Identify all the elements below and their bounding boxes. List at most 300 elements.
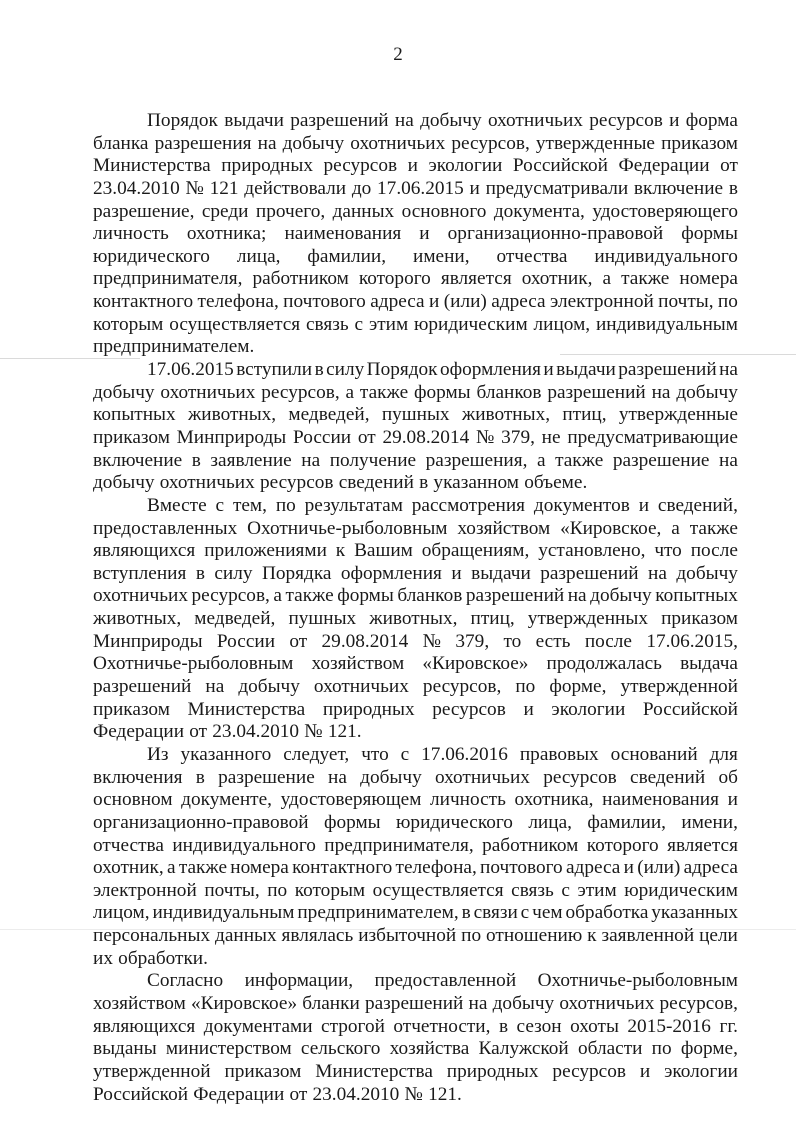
letter-body: [93, 110, 738, 1106]
word: этим: [577, 879, 617, 901]
word: медведей,: [288, 404, 370, 426]
word: отношению: [486, 925, 583, 947]
word: добычу: [93, 472, 155, 494]
word: предпринимателем.: [93, 336, 255, 358]
text-line: [93, 495, 738, 518]
text-line: [93, 1038, 738, 1061]
word: наименования: [602, 789, 719, 811]
word: №: [422, 630, 442, 652]
word: ресурсов: [259, 472, 334, 494]
word: 23.04.2010: [312, 1083, 400, 1105]
word: России: [216, 630, 276, 652]
word: Российской: [93, 1083, 189, 1105]
text-line: [93, 291, 738, 314]
word: обработка: [565, 902, 649, 924]
word: почты,: [658, 291, 714, 313]
word: работником: [482, 834, 579, 856]
word: указанных: [651, 902, 738, 924]
word: Порядка: [261, 562, 332, 584]
word: оформления: [439, 359, 541, 381]
word: также: [621, 268, 670, 290]
text-line: [93, 223, 738, 246]
text-line: [93, 608, 738, 631]
text-line: [93, 268, 738, 291]
word: Охотничье-рыболовным: [93, 653, 294, 675]
word: Из: [147, 743, 169, 765]
word: приказом: [93, 698, 170, 720]
word: документа,: [493, 200, 585, 222]
word: добычу: [590, 585, 652, 607]
word: являющихся: [93, 540, 196, 562]
word: заявленной: [601, 925, 695, 947]
word: природных: [322, 698, 415, 720]
word: электронной: [93, 879, 197, 901]
word: Порядок: [147, 110, 218, 131]
word: организационно-правовой: [93, 811, 309, 833]
word: 379,: [501, 426, 535, 448]
word: добычу: [93, 381, 155, 403]
paragraph: [93, 110, 738, 359]
word: включения: [93, 766, 183, 788]
word: Минприроды: [176, 426, 287, 448]
word: для: [709, 743, 738, 765]
text-line: [93, 721, 738, 744]
word: 2015-2016: [627, 1015, 711, 1037]
word: которым: [93, 313, 164, 335]
word: охотничьих: [559, 992, 655, 1014]
word: №: [304, 721, 323, 743]
word: министерством: [165, 1038, 292, 1060]
word: бланки: [302, 992, 360, 1014]
word: являющихся: [93, 1015, 196, 1037]
word: (или): [637, 857, 681, 879]
text-line: [93, 631, 738, 654]
word: охотник,: [93, 857, 164, 879]
word: фамилии,: [587, 811, 666, 833]
text-line: [93, 450, 738, 473]
text-line: [93, 925, 738, 948]
word: бланков: [476, 381, 542, 403]
word: объеме.: [524, 472, 588, 494]
word: формы: [324, 811, 381, 833]
text-line: [93, 789, 738, 812]
word: осуществляется: [169, 313, 301, 335]
word: экологии: [551, 698, 626, 720]
word: в: [728, 177, 738, 199]
word: правовых: [519, 743, 599, 765]
word: от: [289, 630, 308, 652]
word: также: [285, 585, 334, 607]
text-line: [93, 812, 738, 835]
word: с: [561, 879, 570, 901]
word: есть: [535, 630, 571, 652]
text-line: [93, 699, 738, 722]
word: и: [523, 698, 534, 720]
word: птиц,: [470, 608, 515, 630]
word: к: [335, 540, 346, 562]
text-line: [93, 201, 738, 224]
text-line: [93, 880, 738, 903]
word: разрешений: [364, 992, 464, 1014]
word: «Кировское»: [190, 992, 298, 1014]
word: №: [185, 177, 204, 199]
word: а: [166, 857, 176, 879]
word: чем: [532, 902, 563, 924]
word: Российской: [642, 698, 738, 720]
word: которого: [358, 268, 431, 290]
word: Федерации: [93, 721, 185, 743]
word: после: [690, 540, 738, 562]
word: форме,: [549, 676, 607, 698]
word: является: [667, 834, 738, 856]
word: утвержденных: [527, 608, 648, 630]
word: индивидуальным: [595, 313, 738, 335]
word: и: [451, 562, 462, 584]
word: в: [461, 902, 471, 924]
word: является: [440, 268, 512, 290]
word: экологии: [664, 1060, 738, 1082]
word: охотника;: [186, 223, 267, 245]
word: Федерации: [618, 155, 710, 177]
text-line: [93, 110, 738, 133]
word: утвержденные: [535, 132, 655, 154]
text-line: [93, 404, 738, 427]
text-line: [93, 744, 738, 767]
word: данных: [215, 925, 277, 947]
word: 121.: [428, 1083, 462, 1105]
word: добычу: [238, 676, 300, 698]
word: 29.08.2014: [321, 630, 409, 652]
word: следует,: [283, 743, 350, 765]
word: с: [400, 743, 410, 765]
word: а: [602, 268, 612, 290]
word: информации,: [244, 970, 354, 992]
word: отчества: [93, 834, 164, 856]
word: добычу: [492, 992, 555, 1014]
word: медведей,: [194, 608, 276, 630]
text-line: [93, 155, 738, 178]
word: также: [689, 517, 738, 539]
word: утвержденной: [620, 676, 738, 698]
word: юридическим: [414, 313, 528, 335]
text-line: [93, 336, 738, 359]
word: «Кировское»: [422, 653, 529, 675]
word: природных: [446, 1060, 539, 1082]
word: на: [719, 359, 738, 381]
word: охотничьих: [160, 381, 256, 403]
word: 17.06.2015: [147, 359, 234, 381]
text-line: [93, 246, 738, 269]
word: от: [720, 155, 738, 177]
word: от: [357, 426, 376, 448]
word: 17.06.2015: [377, 177, 464, 199]
word: предусматривающие: [567, 426, 738, 448]
word: Минприроды: [93, 630, 203, 652]
word: получение: [329, 449, 417, 471]
word: связь: [511, 879, 554, 901]
text-line: [93, 970, 738, 993]
word: охоты: [570, 1015, 619, 1037]
word: и: [469, 177, 480, 199]
word: 17.06.2015,: [646, 630, 738, 652]
word: строгой: [321, 1015, 385, 1037]
word: охотничьих: [159, 472, 255, 494]
word: ресурсов,: [191, 585, 270, 607]
word: указанном: [433, 472, 519, 494]
word: Охотничье-рыболовным: [537, 970, 738, 992]
word: этим: [368, 313, 409, 335]
word: телефона,: [197, 291, 279, 313]
word: среди: [201, 200, 249, 222]
paragraph: [93, 495, 738, 744]
word: Федерации: [193, 1083, 285, 1105]
word: выдача: [680, 653, 738, 675]
word: 121: [209, 177, 239, 199]
word: ресурсов: [552, 1060, 626, 1082]
word: лицом,: [93, 902, 150, 924]
text-line: [93, 1061, 738, 1084]
word: формы: [414, 381, 471, 403]
word: также: [555, 449, 604, 471]
word: связи: [473, 902, 518, 924]
word: экологии: [428, 155, 503, 177]
word: также: [178, 857, 228, 879]
word: предпринимателя,: [324, 834, 474, 856]
word: добычу: [282, 132, 345, 154]
word: индивидуального: [172, 834, 316, 856]
word: их: [93, 947, 113, 969]
word: установлено,: [538, 540, 646, 562]
word: «Кировское,: [560, 517, 662, 539]
word: в: [314, 359, 324, 381]
word: охотник,: [521, 268, 593, 290]
text-line: [93, 653, 738, 676]
word: птиц,: [562, 404, 607, 426]
word: сведений: [338, 472, 414, 494]
word: а: [273, 585, 282, 607]
word: оснований: [610, 743, 698, 765]
text-line: [93, 178, 738, 201]
word: на: [301, 449, 321, 471]
word: документов: [533, 494, 630, 516]
word: предпринимателя,: [93, 268, 243, 290]
word: сведений: [630, 766, 706, 788]
word: гг.: [719, 1015, 738, 1037]
word: обращениям,: [421, 540, 530, 562]
word: Калужской: [478, 1038, 569, 1060]
word: ресурсов: [323, 155, 398, 177]
word: на: [719, 449, 738, 471]
word: удостоверяющего: [592, 200, 738, 222]
text-line: [93, 133, 738, 156]
text-line: [93, 902, 738, 925]
word: хозяйства: [389, 1038, 470, 1060]
word: Согласно: [147, 970, 224, 992]
text-line: [93, 563, 738, 586]
word: юридическим: [624, 879, 738, 901]
word: копытных: [93, 404, 176, 426]
text-line: [93, 835, 738, 858]
word: основного: [401, 200, 487, 222]
word: в: [419, 472, 429, 494]
word: Министерства: [315, 1060, 433, 1082]
word: разрешений: [547, 381, 646, 403]
word: не: [541, 426, 561, 448]
word: почтового: [283, 291, 366, 313]
text-line: [93, 1016, 738, 1039]
text-line: [93, 857, 738, 880]
word: №: [404, 1083, 423, 1105]
word: ресурсов,: [261, 381, 340, 403]
word: и: [727, 789, 738, 811]
text-line: [93, 585, 738, 608]
word: сельского: [300, 1038, 381, 1060]
word: к: [587, 925, 597, 947]
word: бланка: [93, 132, 149, 154]
word: адреса: [370, 291, 425, 313]
word: индивидуального: [594, 245, 738, 267]
word: 23.04.2010: [93, 177, 180, 199]
word: а: [671, 517, 680, 539]
word: документе,: [181, 789, 272, 811]
word: (или): [443, 291, 487, 313]
word: 121.: [327, 721, 362, 743]
word: разрешение,: [93, 200, 195, 222]
word: Вместе: [147, 494, 207, 516]
word: охотничьих: [434, 766, 530, 788]
text-line: [93, 767, 738, 790]
word: адреса: [683, 857, 738, 879]
text-line: [93, 948, 738, 971]
word: в: [195, 766, 205, 788]
text-line: [93, 993, 738, 1016]
word: формы: [337, 585, 394, 607]
word: животных,: [93, 608, 182, 630]
word: включение: [633, 177, 724, 199]
word: области: [577, 1038, 643, 1060]
word: юридического: [396, 811, 513, 833]
word: предусматривали: [485, 177, 629, 199]
word: предоставленной: [374, 970, 517, 992]
word: с: [215, 494, 225, 516]
word: почтового: [480, 857, 563, 879]
word: также: [359, 381, 409, 403]
word: России: [292, 426, 352, 448]
word: по: [275, 494, 296, 516]
word: осуществляется: [372, 879, 504, 901]
word: личность: [93, 223, 169, 245]
word: то: [503, 630, 522, 652]
word: 29.08.2014: [382, 426, 470, 448]
word: тем,: [232, 494, 267, 516]
word: лица,: [528, 811, 572, 833]
word: результатам: [304, 494, 403, 516]
word: сведений,: [657, 494, 738, 516]
word: Министерства: [93, 155, 211, 177]
word: и: [639, 1060, 651, 1082]
text-line: [93, 472, 738, 495]
word: разрешения,: [425, 449, 528, 471]
word: животных,: [187, 404, 277, 426]
word: отчества: [496, 245, 568, 267]
word: на: [648, 562, 667, 584]
word: являлась: [281, 925, 354, 947]
text-line: [93, 314, 738, 337]
word: приказом: [93, 426, 170, 448]
word: связь: [306, 313, 349, 335]
word: выдачи: [471, 562, 531, 584]
text-line: [93, 676, 738, 699]
word: имени,: [681, 811, 738, 833]
word: от: [189, 721, 208, 743]
word: на: [651, 381, 671, 403]
word: телефона,: [395, 857, 477, 879]
word: лицом,: [533, 313, 591, 335]
word: предпринимателем,: [297, 902, 459, 924]
word: утвержденной: [93, 1060, 211, 1082]
word: продолжалась: [546, 653, 662, 675]
word: Российской: [512, 155, 608, 177]
word: основном: [93, 789, 173, 811]
word: что: [361, 743, 389, 765]
word: ресурсов: [543, 766, 617, 788]
word: 23.04.2010: [212, 721, 300, 743]
word: адреса: [565, 857, 621, 879]
word: удостоверяющем: [280, 789, 422, 811]
word: приказом: [661, 608, 738, 630]
word: охотника,: [514, 789, 594, 811]
word: выданы: [93, 1038, 157, 1060]
word: силу: [214, 562, 253, 584]
word: сезон: [516, 1015, 562, 1037]
word: и: [429, 291, 440, 313]
word: на: [328, 766, 347, 788]
word: по: [515, 676, 536, 698]
word: хозяйством: [311, 653, 405, 675]
word: приказом: [661, 132, 738, 154]
word: а: [536, 449, 546, 471]
word: Охотничье-рыболовным: [247, 517, 448, 539]
text-line: [93, 359, 738, 382]
word: и: [419, 223, 430, 245]
word: пушных: [288, 608, 357, 630]
word: по: [717, 291, 738, 313]
word: форма: [685, 110, 738, 131]
word: номера: [230, 857, 289, 879]
word: животных,: [369, 608, 458, 630]
word: пушных: [381, 404, 450, 426]
word: ресурсов: [589, 110, 663, 131]
page-number: 2: [393, 44, 403, 65]
word: копытных: [655, 585, 738, 607]
word: ресурсов,: [422, 676, 502, 698]
word: на: [394, 110, 414, 131]
word: добычу: [676, 381, 738, 403]
word: с: [354, 313, 364, 335]
word: на: [567, 585, 587, 607]
word: наименования: [284, 223, 402, 245]
word: адреса: [491, 291, 546, 313]
word: по: [267, 879, 288, 901]
word: ресурсов,: [451, 132, 530, 154]
word: указанного: [180, 743, 272, 765]
word: включение: [93, 449, 183, 471]
word: Министерства: [187, 698, 306, 720]
word: форме,: [680, 1038, 738, 1060]
word: разрешений: [290, 110, 389, 131]
text-line: [93, 1084, 738, 1107]
word: и: [638, 494, 650, 516]
